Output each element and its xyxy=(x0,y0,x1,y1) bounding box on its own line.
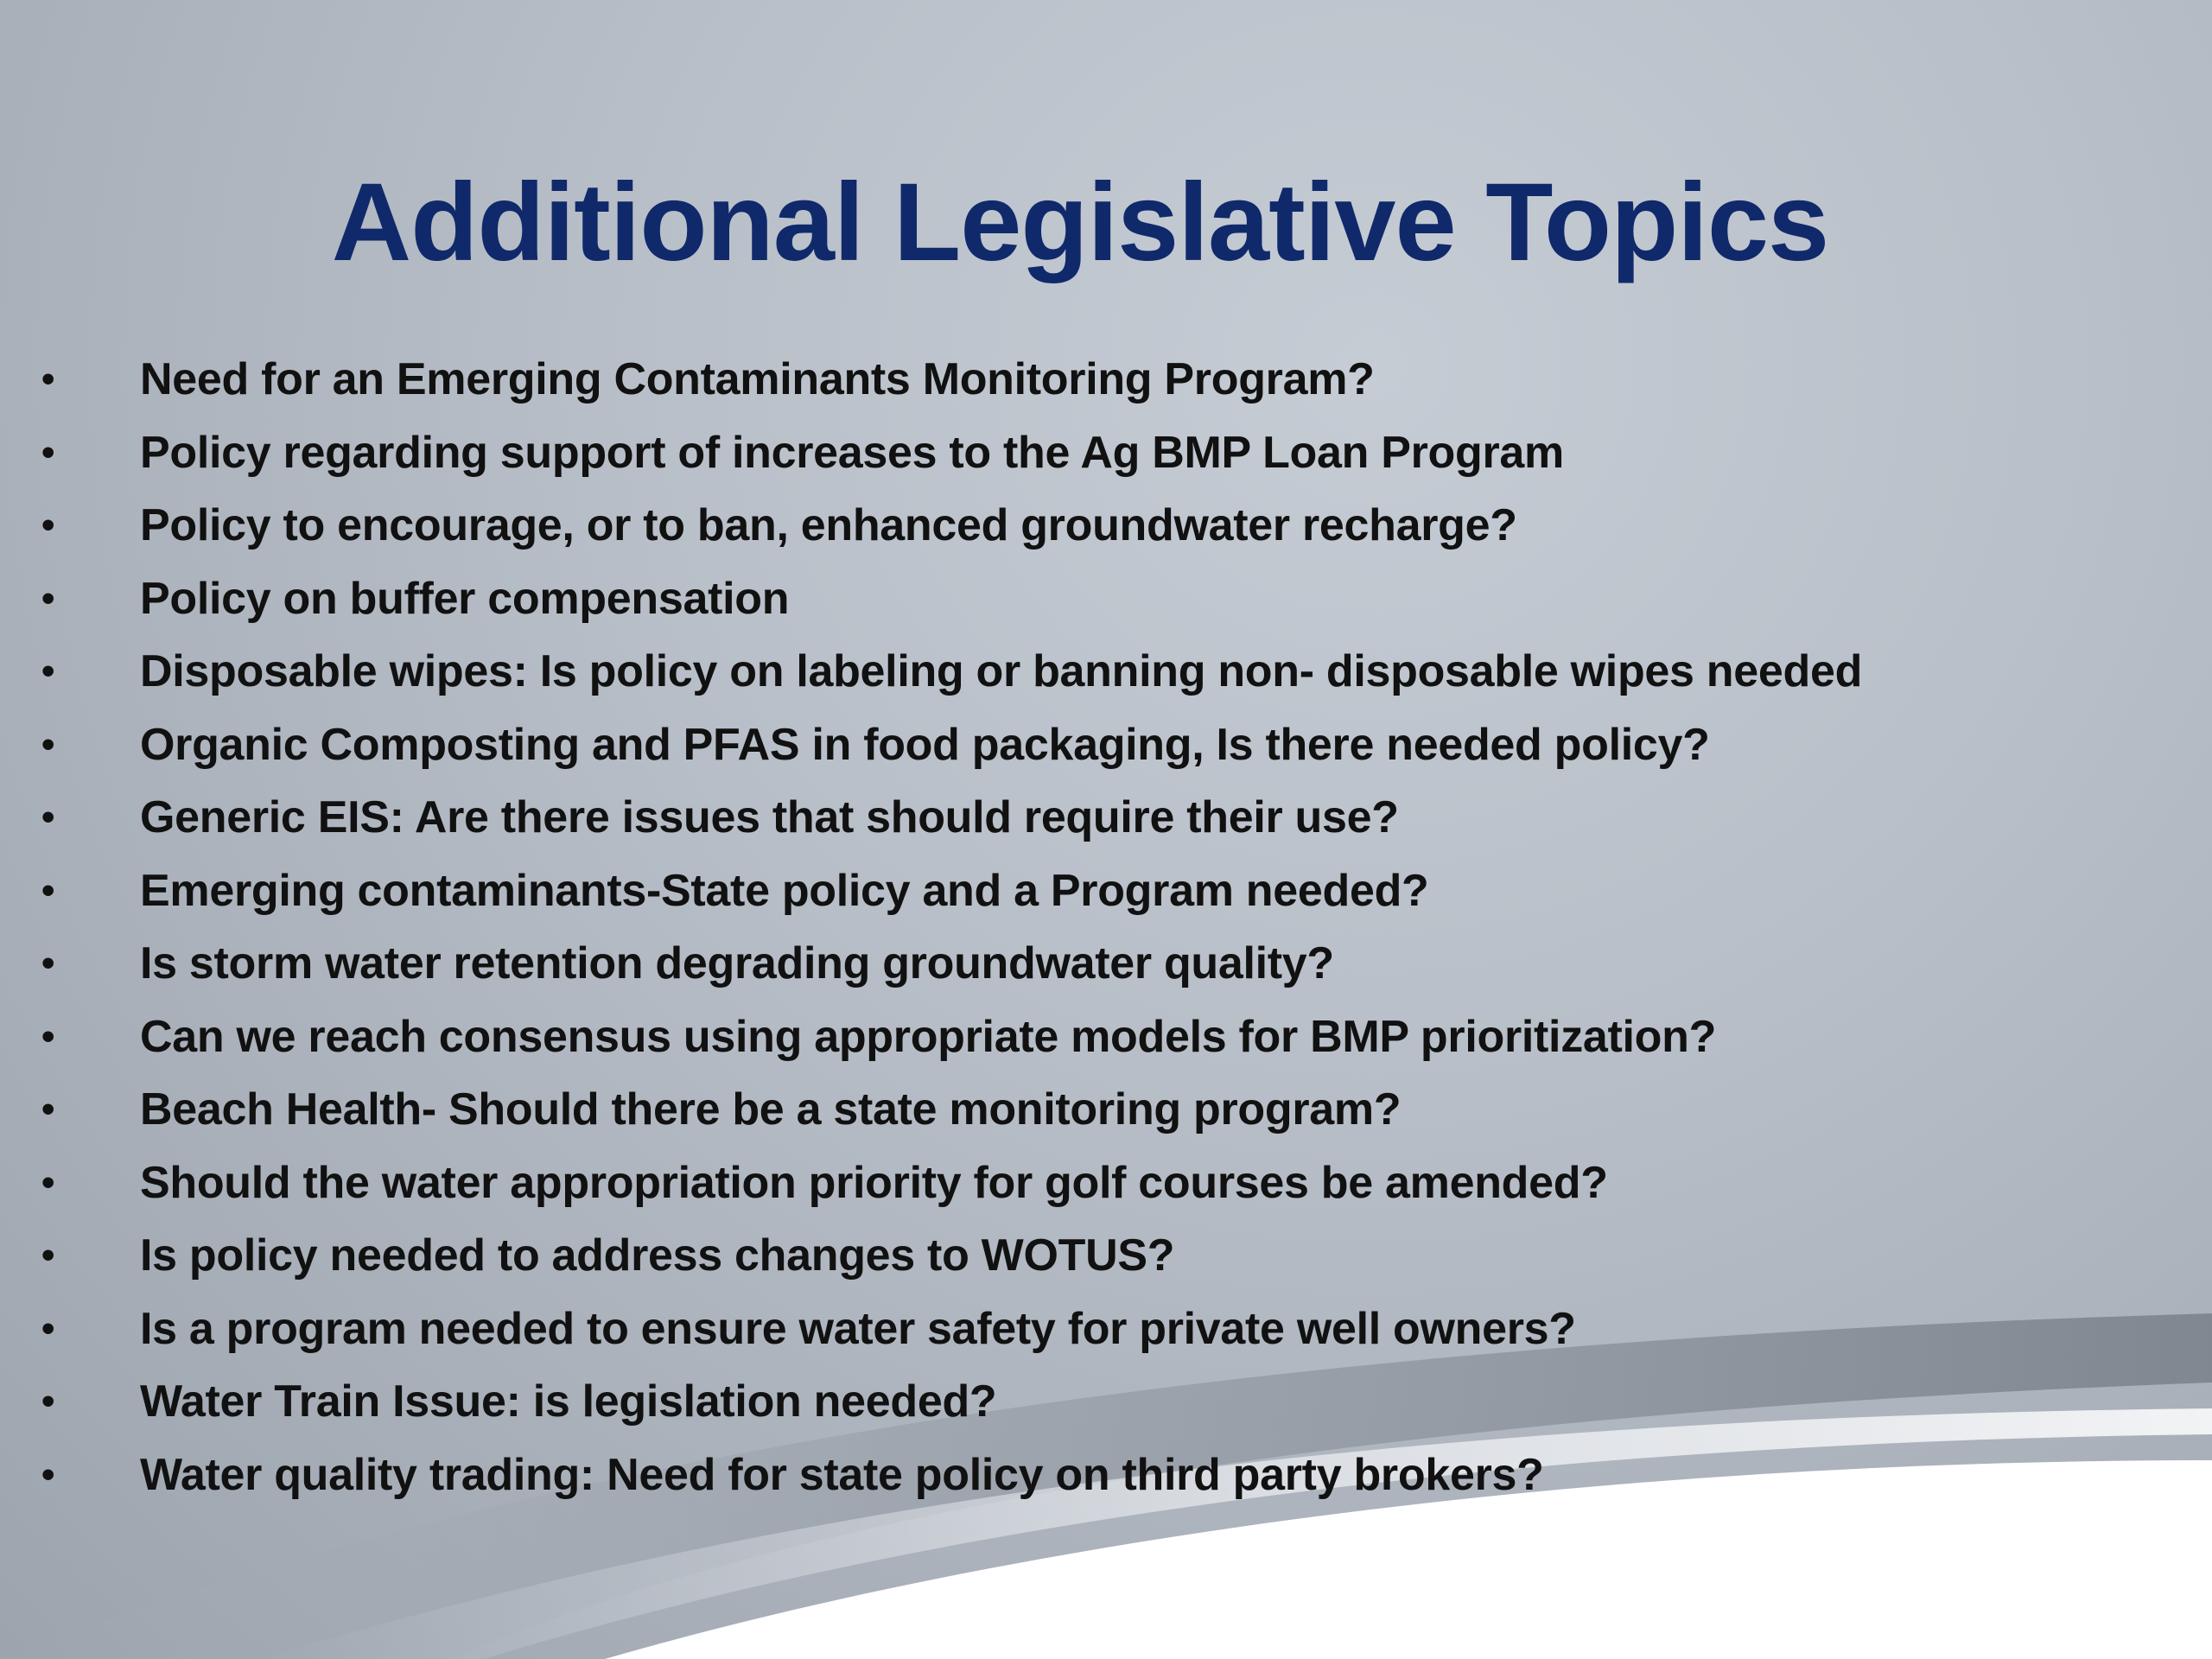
bullet-list xyxy=(0,343,2160,1511)
bullet-text: Need for an Emerging Contaminants Monitoring Program? xyxy=(140,354,1375,404)
slide-title: Additional Legislative Topics xyxy=(331,161,1829,284)
bullet-icon: • xyxy=(41,358,55,400)
bullet-text: Policy to encourage, or to ban, enhanced groundwater recharge? xyxy=(140,500,1517,550)
bullet-icon: • xyxy=(41,504,55,546)
bullet-text: Is a program needed to ensure water safety for private well owners? xyxy=(140,1303,1576,1354)
bullet-icon: • xyxy=(41,430,55,474)
bullet-icon: • xyxy=(41,1306,55,1350)
list-item xyxy=(0,709,2160,782)
list-item xyxy=(0,1073,2160,1147)
bullet-icon: • xyxy=(41,942,55,984)
bullet-text: Generic EIS: Are there issues that should require their use? xyxy=(140,792,1399,842)
bullet-text: Should the water appropriation priority for golf courses be amended? xyxy=(140,1157,1608,1208)
bullet-text: Emerging contaminants-State policy and a Program needed? xyxy=(140,865,1429,916)
list-item xyxy=(0,1001,2160,1074)
bullet-icon: • xyxy=(41,1380,55,1422)
bullet-text: Policy on buffer compensation xyxy=(140,573,790,624)
bullet-text: Disposable wipes: Is policy on labeling or banning non- disposable wipes needed xyxy=(140,646,1863,696)
bullet-icon: • xyxy=(41,1452,55,1496)
bullet-text: Can we reach consensus using appropriate models for BMP prioritization? xyxy=(140,1011,1717,1062)
list-item xyxy=(0,1293,2160,1366)
bullet-icon: • xyxy=(41,1234,55,1276)
bullet-icon: • xyxy=(41,1014,55,1058)
list-item xyxy=(0,781,2160,855)
bullet-text: Is policy needed to address changes to WOTUS? xyxy=(140,1230,1175,1281)
bullet-text: Water Train Issue: is legislation needed? xyxy=(140,1376,997,1427)
list-item xyxy=(0,927,2160,1001)
list-item xyxy=(0,855,2160,928)
bullet-icon: • xyxy=(41,868,55,912)
bullet-text: Water quality trading: Need for state policy on third party brokers? xyxy=(140,1449,1544,1500)
list-item xyxy=(0,416,2160,490)
bullet-icon: • xyxy=(41,1088,55,1130)
bullet-icon: • xyxy=(41,650,55,692)
bullet-icon: • xyxy=(41,722,55,766)
list-item xyxy=(0,343,2160,416)
list-item xyxy=(0,635,2160,709)
list-item xyxy=(0,1365,2160,1439)
bullet-text: Organic Composting and PFAS in food packaging, Is there needed policy? xyxy=(140,719,1710,770)
list-item xyxy=(0,1219,2160,1293)
bullet-icon: • xyxy=(41,1160,55,1204)
bullet-icon: • xyxy=(41,796,55,838)
list-item xyxy=(0,563,2160,636)
list-item xyxy=(0,1439,2160,1512)
bullet-text: Is storm water retention degrading groundwater quality? xyxy=(140,938,1334,988)
list-item xyxy=(0,489,2160,563)
list-item xyxy=(0,1147,2160,1220)
bullet-text: Beach Health- Should there be a state monitoring program? xyxy=(140,1084,1402,1135)
bullet-text: Policy regarding support of increases to the Ag BMP Loan Program xyxy=(140,427,1564,478)
bullet-icon: • xyxy=(41,576,55,620)
